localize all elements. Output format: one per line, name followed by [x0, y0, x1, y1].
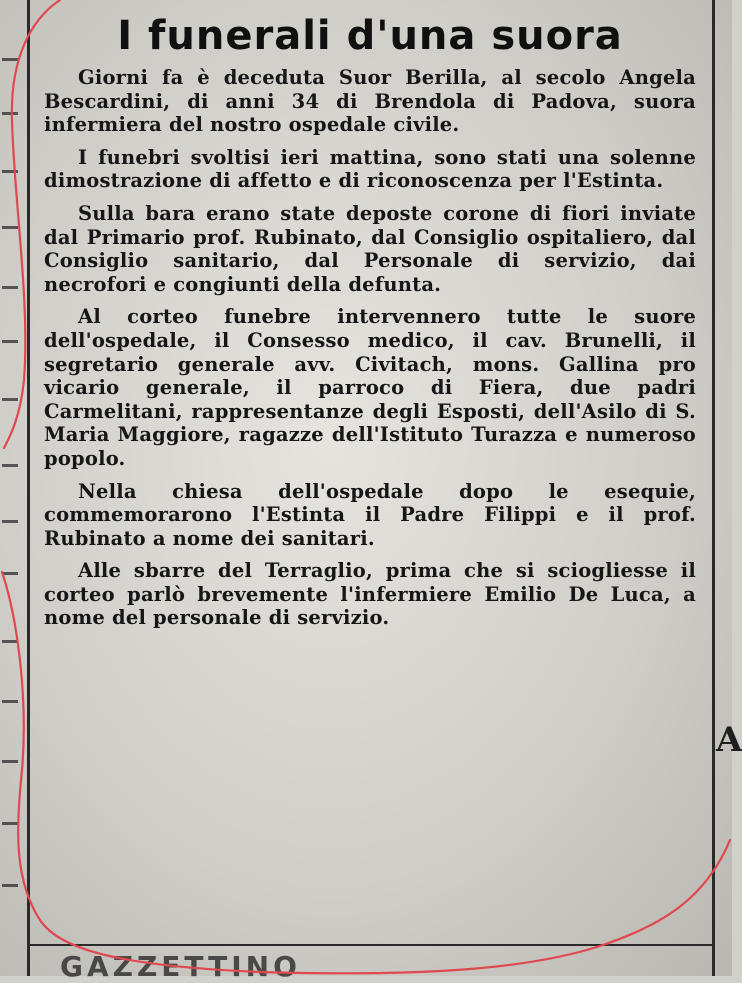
left-text-fragment [2, 58, 18, 61]
left-text-fragment [2, 286, 18, 289]
left-text-fragment [2, 822, 18, 825]
left-text-fragment [2, 464, 18, 467]
left-text-fragment [2, 226, 18, 229]
article-paragraph: Al corteo funebre intervennero tutte le suore dell'ospedale, il Consesso medico, il cav. Brunelli, il segretario generale avv. Civitach, mons. Gallina pro vicario generale, il parroco di Fiera, due padri Carmelitani, rappresentanze degli Esposti, dell'Asilo di S. Maria Maggiore, ragazze dell'Istituto Turazza e numeroso popolo. [44, 305, 696, 470]
left-column-fragment [0, 0, 26, 976]
left-text-fragment [2, 572, 18, 575]
column-rule-right [712, 0, 715, 976]
article-paragraph: Giorni fa è deceduta Suor Berilla, al secolo Angela Bescardini, di anni 34 di Brendola di Padova, suora infermiera del nostro ospedale civile. [44, 66, 696, 137]
article-paragraph: Sulla bara erano state deposte corone di fiori inviate dal Primario prof. Rubinato, dal Consiglio ospitaliero, dal Consiglio sanitario, dal Personale di servizio, dai necrofori e congiunti della defunta. [44, 201, 696, 296]
article-headline: I funerali d'una suora [117, 13, 623, 59]
left-text-fragment [2, 398, 18, 401]
article-paragraph: Alle sbarre del Terraglio, prima che si sciogliesse il corteo parlò brevemente l'infermiere Emilio De Luca, a nome del personale di servizio. [44, 559, 696, 630]
article-paragraph: Nella chiesa dell'ospedale dopo le esequie, commemorarono l'Estinta il Padre Filippi e il prof. Rubinato a nome dei sanitari. [44, 479, 696, 550]
left-text-fragment [2, 700, 18, 703]
left-text-fragment [2, 170, 18, 173]
left-text-fragment [2, 640, 18, 643]
article-body [44, 66, 696, 639]
left-text-fragment [2, 112, 18, 115]
column-rule-left [27, 0, 30, 976]
left-text-fragment [2, 340, 18, 343]
bottom-headline-fragment: GAZZETTINO [60, 950, 301, 983]
left-text-fragment [2, 520, 18, 523]
article-paragraph: I funebri svoltisi ieri mattina, sono stati una solenne dimostrazione di affetto e di riconoscenza per l'Estinta. [44, 145, 696, 193]
left-text-fragment [2, 760, 18, 763]
right-column-fragment: A [716, 720, 742, 760]
left-text-fragment [2, 884, 18, 887]
column-rule-bottom [30, 944, 712, 946]
